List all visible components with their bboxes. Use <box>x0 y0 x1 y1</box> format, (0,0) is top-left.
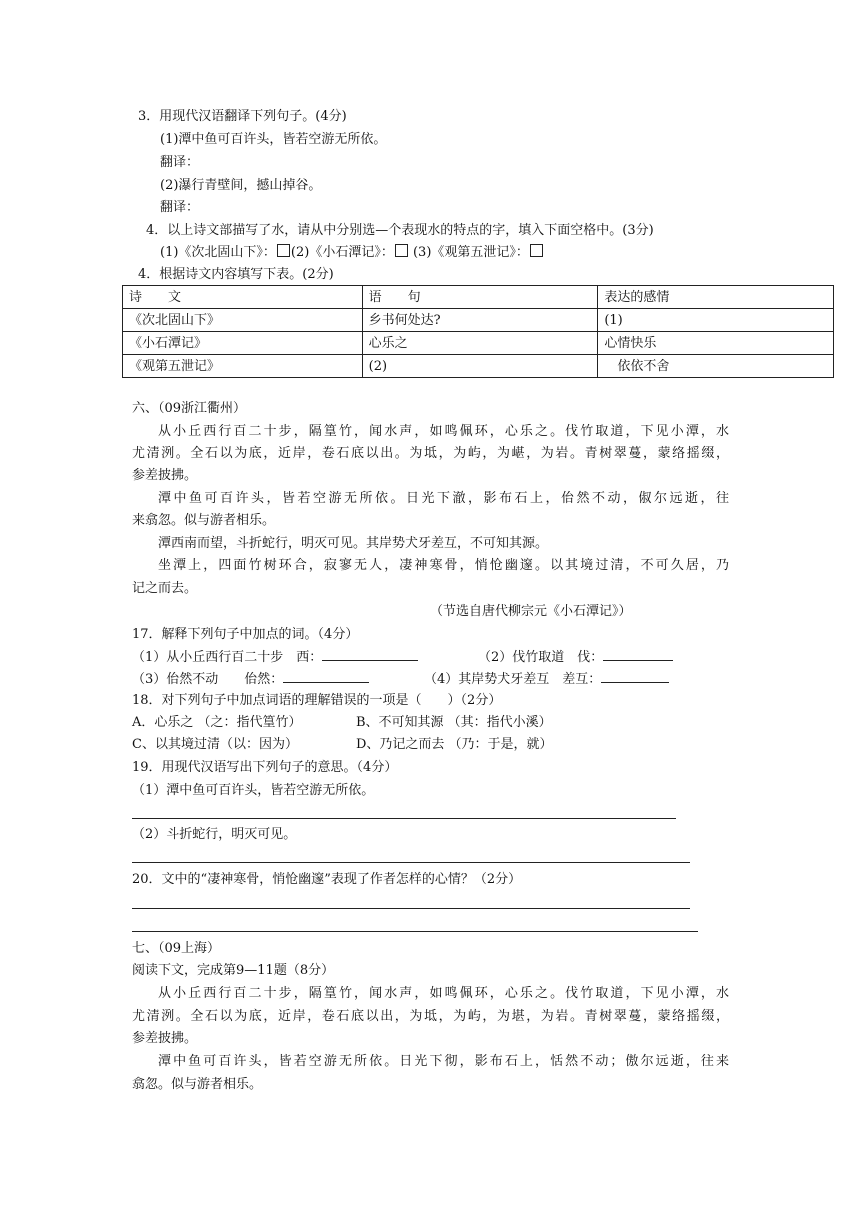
table-header-cell: 诗 文 <box>123 286 363 309</box>
answer-blank[interactable] <box>603 648 673 661</box>
poem-emotion-table <box>122 285 834 378</box>
answer-line[interactable] <box>132 931 698 932</box>
table-row <box>123 355 834 378</box>
answer-line[interactable] <box>132 862 690 863</box>
question-20-title: 20．文中的“凄神寒骨，悄怆幽邃”表现了作者怎样的心情？（2分） <box>132 872 522 887</box>
passage-line: 潭西南而望，斗折蛇行，明灭可见。其岸势犬牙差互，不可知其源。 <box>158 536 549 551</box>
table-cell: 《观第五泄记》 <box>123 355 363 378</box>
table-cell: 《次北固山下》 <box>123 309 363 332</box>
answer-blank[interactable] <box>283 670 369 683</box>
answer-blank[interactable] <box>601 670 669 683</box>
question-17-item-4 <box>424 670 669 689</box>
question-4-title: 4．以上诗文部描写了水，请从中分别选—个表现水的特点的字，填入下面空格中。(3分) <box>146 223 654 238</box>
question-17-item-3 <box>132 670 369 689</box>
table-cell: (1) <box>598 309 834 332</box>
passage-line: 参差披拂。 <box>132 468 198 483</box>
question-4b-title: 4．根据诗文内容填写下表。(2分) <box>138 267 334 282</box>
section-6-heading: 六、（09浙江衢州） <box>132 401 247 416</box>
table-cell: 依依不舍 <box>598 355 834 378</box>
section-7-intro: 阅读下文，完成第9—11题（8分） <box>132 963 335 978</box>
answer-line[interactable] <box>132 908 690 909</box>
passage-line: 记之而去。 <box>132 581 198 596</box>
option-b[interactable]: B、不可知其源 （其：指代小溪） <box>356 715 552 730</box>
passage-line: 参差披拂。 <box>132 1031 198 1046</box>
answer-box[interactable] <box>395 244 408 257</box>
table-header-cell: 语 句 <box>362 286 598 309</box>
question-17-item-1 <box>132 648 418 667</box>
answer-box[interactable] <box>530 244 543 257</box>
question-17-item-4-text: （4）其岸势犬牙差互 差互： <box>424 672 602 687</box>
passage-line: 从小丘西行百二十步，隔篁竹，闻水声，如鸣佩环，心乐之。伐竹取道，下见小潭，水 <box>158 424 729 439</box>
question-3-sentence-1: (1)潭中鱼可百许头，皆若空游无所依。 <box>160 132 387 147</box>
table-cell: 心情快乐 <box>598 332 834 355</box>
passage-line: 尤清洌。全石以为底，近岸，卷石底以出。为坻，为屿，为嵁，为岩。青树翠蔓，蒙络摇缀， <box>132 446 729 461</box>
answer-box[interactable] <box>277 244 290 257</box>
passage-line: 来翕忽。似与游者相乐。 <box>132 513 276 528</box>
question-4-item-3: (3)《观第五泄记》： <box>408 245 529 260</box>
question-17-title: 17．解释下列句子中加点的词。（4分） <box>132 627 359 642</box>
question-4-item-2: (2)《小石潭记》： <box>290 245 394 260</box>
passage-line: 潭中鱼可百许头，皆若空游无所依。日光下澈，影布石上，佁然不动，俶尔远逝，往 <box>158 491 729 506</box>
passage-line: 从小丘西行百二十步，隔篁竹，闻水声，如鸣佩环，心乐之。伐竹取道，下见小潭，水 <box>158 986 729 1001</box>
table-row <box>123 309 834 332</box>
table-cell: 乡书何处达? <box>362 309 598 332</box>
table-row <box>123 332 834 355</box>
question-3-translate-label-2: 翻译： <box>160 200 200 215</box>
question-17-item-3-text: （3）佁然不动 佁然： <box>132 672 284 687</box>
question-17-item-2-text: （2）伐竹取道 伐： <box>478 650 604 665</box>
question-19-item-1: （1）潭中鱼可百许头，皆若空游无所依。 <box>132 783 375 798</box>
question-3-title: 3．用现代汉语翻译下列句子。(4分) <box>138 109 347 124</box>
section-7-heading: 七、（09上海） <box>132 941 221 956</box>
table-cell: 《小石潭记》 <box>123 332 363 355</box>
passage-line: 坐潭上，四面竹树环合，寂寥无人，凄神寒骨，悄怆幽邃。以其境过清，不可久居，乃 <box>158 558 729 573</box>
question-4-blanks <box>160 244 544 262</box>
passage-source: （节选自唐代柳宗元《小石潭记》） <box>430 604 632 619</box>
question-19-title: 19．用现代汉语写出下列句子的意思。（4分） <box>132 760 398 775</box>
passage-line: 翕忽。似与游者相乐。 <box>132 1077 263 1092</box>
table-header-cell: 表达的感情 <box>598 286 834 309</box>
question-17-item-1-text: （1）从小丘西行百二十步 西： <box>132 650 323 665</box>
option-c[interactable]: C、以其境过清（以：因为） <box>132 737 298 752</box>
table-header-row <box>123 286 834 309</box>
table-cell: (2) <box>362 355 598 378</box>
question-17-item-2 <box>478 648 673 667</box>
answer-blank[interactable] <box>322 648 418 661</box>
passage-line: 潭中鱼可百许头，皆若空游无所依。日光下彻，影布石上，恬然不动；傲尔远逝，往来 <box>158 1054 729 1069</box>
passage-line: 尤清洌。全石以为底，近岸，卷石底以出，为坻，为屿，为堪，为岩。青树翠蔓，蒙络摇缀， <box>132 1009 729 1024</box>
table-cell: 心乐之 <box>362 332 598 355</box>
question-3-sentence-2: (2)瀑行青壁间，撼山掉谷。 <box>160 178 322 193</box>
answer-line[interactable] <box>132 818 676 819</box>
option-a[interactable]: A．心乐之 （之：指代篁竹） <box>132 715 302 730</box>
question-19-item-2: （2）斗折蛇行，明灭可见。 <box>132 827 297 842</box>
question-4-item-1: (1)《次北固山下》： <box>160 245 276 260</box>
question-18-title: 18．对下列句子中加点词语的理解错误的一项是（ ）（2分） <box>132 693 502 708</box>
option-d[interactable]: D、乃记之而去 （乃：于是，就） <box>356 737 553 752</box>
question-3-translate-label-1: 翻译： <box>160 155 200 170</box>
